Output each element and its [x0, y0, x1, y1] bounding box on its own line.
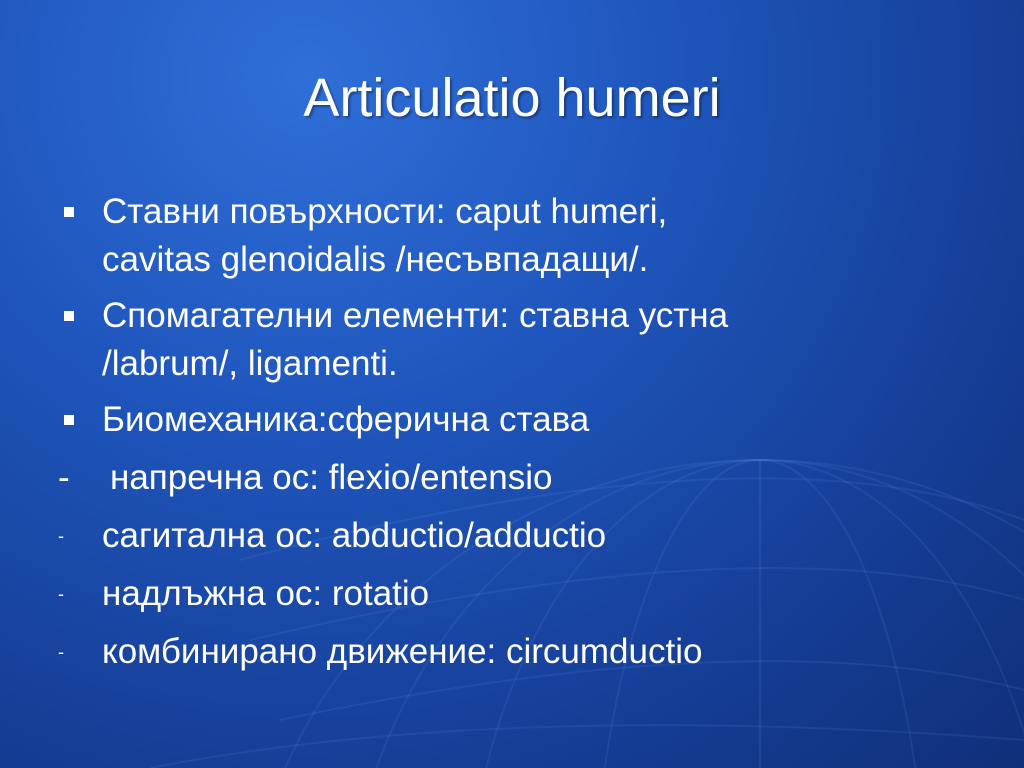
dash-marker: - — [58, 584, 64, 604]
list-item-line: надлъжна ос: rotatio — [102, 574, 430, 613]
square-bullet-icon — [58, 188, 98, 236]
slide-title: Articulatio humeri — [303, 68, 721, 128]
dash-marker: - — [58, 458, 70, 497]
list-item-line: Биомеханика:сферична става — [102, 400, 590, 439]
list-item — [58, 454, 958, 502]
list-item — [58, 570, 958, 618]
dash-marker: - — [58, 526, 64, 546]
list-item-line: Ставни повърхности: caput humeri, — [102, 192, 668, 231]
list-item-line: Спомагателни елементи: ставна устна — [102, 296, 729, 335]
list-item-line: cavitas glenoidalis /несъвпадащи/. — [102, 240, 649, 279]
list-item — [58, 628, 958, 676]
square-bullet-icon — [58, 396, 98, 444]
square-bullet-icon — [58, 292, 98, 340]
dash-marker: - — [58, 642, 64, 662]
list-item — [58, 512, 958, 560]
list-item — [58, 292, 958, 388]
list-item-line: сагитална ос: abductio/adductio — [102, 516, 607, 555]
bullet-list — [58, 188, 958, 676]
list-item-line: напречна ос: flexio/entensio — [110, 458, 553, 497]
list-item-line: /labrum/, ligamenti. — [102, 344, 398, 383]
list-item — [58, 396, 958, 444]
list-item — [58, 188, 958, 284]
list-item-line: комбинирано движение: circumductio — [102, 632, 703, 671]
